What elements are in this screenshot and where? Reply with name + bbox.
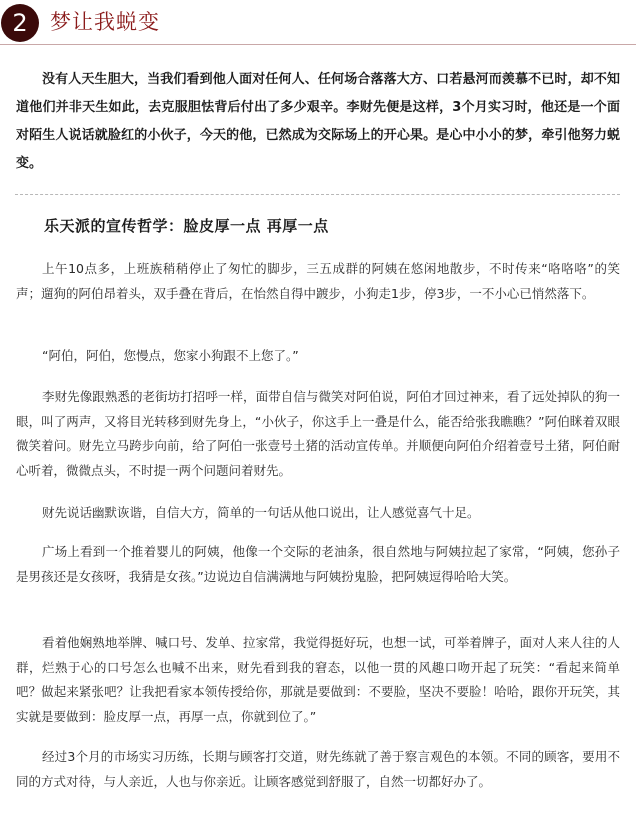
header-divider [0,44,636,45]
section-header [0,0,636,46]
section-title: 梦让我蜕变 [50,10,160,34]
body-paragraph-2: “阿伯，阿伯，您慢点，您家小狗跟不上您了。” [42,348,299,363]
body-paragraph-6: 看着他娴熟地举牌、喊口号、发单、拉家常，我觉得挺好玩，也想一试，可举着牌子，面对人来人往的人群，烂熟于心的口号怎么也喊不出来，财先看到我的窘态，以他一贯的风趣口吻开起了玩笑：“看起来简单吧？做起来紧张吧？让我把看家本领传授给你，那就是要做到：不要脸，坚决不要脸！哈哈，跟你开玩笑，其实就是要做到：脸皮厚一点，再厚一点，你就到位了。” [16,635,620,724]
body-paragraph-3: 李财先像跟熟悉的老街坊打招呼一样，面带自信与微笑对阿伯说，阿伯才回过神来，看了远处掉队的狗一眼，叫了两声，又将目光转移到财先身上，“小伙子，你这手上一叠是什么，能否给张我瞧瞧？”阿伯眯着双眼微笑着问。财先立马跨步向前，给了阿伯一张壹号土猪的活动宣传单。并顺便向阿伯介绍着壹号土猪，阿伯耐心听着，微微点头，不时提一两个问题问着财先。 [16,389,620,478]
body-paragraph-1: 上午10点多，上班族稍稍停止了匆忙的脚步，三五成群的阿姨在悠闲地散步，不时传来“咯咯咯”的笑声；遛狗的阿伯昂着头，双手叠在背后，在怡然自得中踱步，小狗走1步，停3步，一不小心已悄然落下。 [16,261,620,301]
subsection-heading: 乐天派的宣传哲学：脸皮厚一点 再厚一点 [44,217,329,235]
body-paragraph-4: 财先说话幽默诙谐，自信大方，简单的一句话从他口说出，让人感觉喜气十足。 [42,505,480,520]
dashed-divider [15,194,620,195]
section-number-badge: 2 [1,4,39,42]
intro-paragraph: 没有人天生胆大，当我们看到他人面对任何人、任何场合落落大方、口若悬河而羡慕不已时，却不知道他们并非天生如此，去克服胆怯背后付出了多少艰辛。李财先便是这样，3个月实习时，他还是一个面对陌生人说话就脸红的小伙子，今天的他，已然成为交际场上的开心果。是心中小小的梦，牵引他努力蜕变。 [16,72,620,171]
body-paragraph-7: 经过3个月的市场实习历练，长期与顾客打交道，财先练就了善于察言观色的本领。不同的顾客，要用不同的方式对待，与人亲近，人也与你亲近。让顾客感觉到舒服了，自然一切都好办了。 [16,749,620,789]
body-paragraph-5: 广场上看到一个推着婴儿的阿姨，他像一个交际的老油条，很自然地与阿姨拉起了家常，“阿姨，您孙子是男孩还是女孩呀，我猜是女孩。”边说边自信满满地与阿姨扮鬼脸，把阿姨逗得哈哈大笑。 [16,544,620,584]
